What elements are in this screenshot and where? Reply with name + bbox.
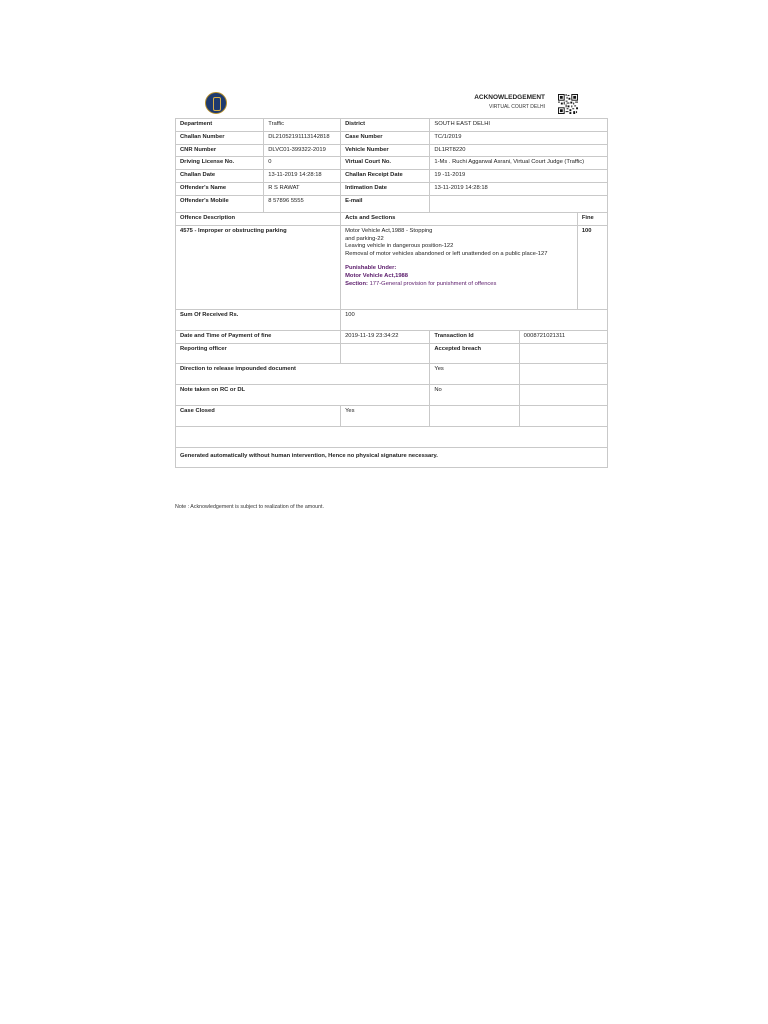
table-row	[176, 343, 608, 363]
table-row	[176, 131, 608, 144]
table-row	[176, 195, 608, 212]
district-label: District	[341, 119, 430, 132]
email-value	[430, 195, 608, 212]
payment-datetime-label: Date and Time of Payment of fine	[176, 330, 341, 343]
virtual-court-label: Virtual Court No.	[341, 157, 430, 170]
court-emblem-icon	[205, 92, 227, 114]
challan-date-value: 13-11-2019 14:28:18	[264, 170, 341, 183]
reporting-officer-label: Reporting officer	[176, 343, 341, 363]
driving-license-value: 0	[264, 157, 341, 170]
punishable-act: Motor Vehicle Act,1988	[345, 272, 409, 279]
acknowledgement-heading	[474, 94, 545, 110]
empty-row	[176, 426, 608, 447]
acknowledgement-title: ACKNOWLEDGEMENT	[474, 94, 545, 101]
intimation-date-value: 13-11-2019 14:28:18	[430, 183, 608, 196]
note-rc-dl-value: No	[430, 384, 519, 405]
direction-release-value: Yes	[430, 363, 519, 384]
cnr-number-value: DLVC01-399322-2019	[264, 144, 341, 157]
accepted-breach-value	[519, 343, 607, 363]
case-closed-empty-1	[430, 405, 519, 426]
auto-generated-notice: Generated automatically without human intervention, Hence no physical signature necessary.	[176, 447, 608, 467]
offence-description-header: Offence Description	[176, 212, 341, 225]
table-row	[176, 183, 608, 196]
challan-receipt-date-label: Challan Receipt Date	[341, 170, 430, 183]
table-row	[176, 212, 608, 225]
acts-line: Removal of motor vehicles abandoned or left unattended on a public place-127	[345, 251, 548, 258]
table-row	[176, 405, 608, 426]
table-row	[176, 363, 608, 384]
sum-received-value: 100	[341, 309, 608, 330]
reporting-officer-value	[341, 343, 430, 363]
cnr-number-label: CNR Number	[176, 144, 264, 157]
table-row	[176, 330, 608, 343]
vehicle-number-value: DL1RT8220	[430, 144, 608, 157]
acts-sections-header: Acts and Sections	[341, 212, 578, 225]
table-row	[176, 447, 608, 467]
punishable-under-label: Punishable Under:	[345, 264, 397, 271]
acts-line: and parking-22	[345, 235, 384, 242]
sum-received-label: Sum Of Received Rs.	[176, 309, 341, 330]
direction-release-label: Direction to release impounded document	[176, 363, 430, 384]
fine-header: Fine	[577, 212, 607, 225]
table-row	[176, 426, 608, 447]
note-rc-dl-empty	[519, 384, 607, 405]
accepted-breach-label: Accepted breach	[430, 343, 519, 363]
table-row	[176, 384, 608, 405]
table-row	[176, 119, 608, 132]
email-label: E-mail	[341, 195, 430, 212]
case-number-value: TC/1/2019	[430, 131, 608, 144]
department-value: Traffic	[264, 119, 341, 132]
fine-value: 100	[577, 225, 607, 309]
offender-mobile-label: Offender's Mobile	[176, 195, 264, 212]
intimation-date-label: Intimation Date	[341, 183, 430, 196]
table-row	[176, 309, 608, 330]
table-row	[176, 225, 608, 309]
acts-sections	[341, 225, 578, 309]
offender-name-label: Offender's Name	[176, 183, 264, 196]
acts-line: Motor Vehicle Act,1988 - Stopping	[345, 227, 433, 234]
case-closed-empty-2	[519, 405, 607, 426]
punishable-section	[345, 281, 573, 289]
vehicle-number-label: Vehicle Number	[341, 144, 430, 157]
challan-details-table	[175, 118, 608, 468]
transaction-id-label: Transaction Id	[430, 330, 519, 343]
acknowledgement-subtitle: VIRTUAL COURT DELHI	[489, 104, 545, 110]
table-row	[176, 170, 608, 183]
section-text: 177-General provision for punishment of offences	[369, 280, 497, 287]
virtual-court-value: 1-Ms . Ruchi Aggarwal Asrani, Virtual Court Judge (Traffic)	[430, 157, 608, 170]
case-number-label: Case Number	[341, 131, 430, 144]
qr-code-icon	[558, 94, 578, 114]
direction-release-empty	[519, 363, 607, 384]
acknowledgement-document	[175, 90, 608, 510]
case-closed-label: Case Closed	[176, 405, 341, 426]
challan-number-value: DL21052191113142818	[264, 131, 341, 144]
district-value: SOUTH EAST DELHI	[430, 119, 608, 132]
challan-date-label: Challan Date	[176, 170, 264, 183]
offender-mobile-value: 8 57896 5555	[264, 195, 341, 212]
challan-receipt-date-value: 19 -11-2019	[430, 170, 608, 183]
offender-name-value: R S RAWAT	[264, 183, 341, 196]
acts-line: Leaving vehicle in dangerous position-122	[345, 243, 454, 250]
department-label: Department	[176, 119, 264, 132]
challan-number-label: Challan Number	[176, 131, 264, 144]
transaction-id-value: 0008721021311	[519, 330, 607, 343]
table-row	[176, 144, 608, 157]
table-row	[176, 157, 608, 170]
realization-note: Note : Acknowledgement is subject to realization of the amount.	[175, 504, 324, 510]
case-closed-value: Yes	[341, 405, 430, 426]
note-rc-dl-label: Note taken on RC or DL	[176, 384, 430, 405]
driving-license-label: Driving License No.	[176, 157, 264, 170]
section-label: Section:	[345, 280, 368, 287]
payment-datetime-value: 2019-11-19 23:34:22	[341, 330, 430, 343]
offence-description: 4575 - Improper or obstructing parking	[176, 225, 341, 309]
document-header	[175, 90, 608, 118]
